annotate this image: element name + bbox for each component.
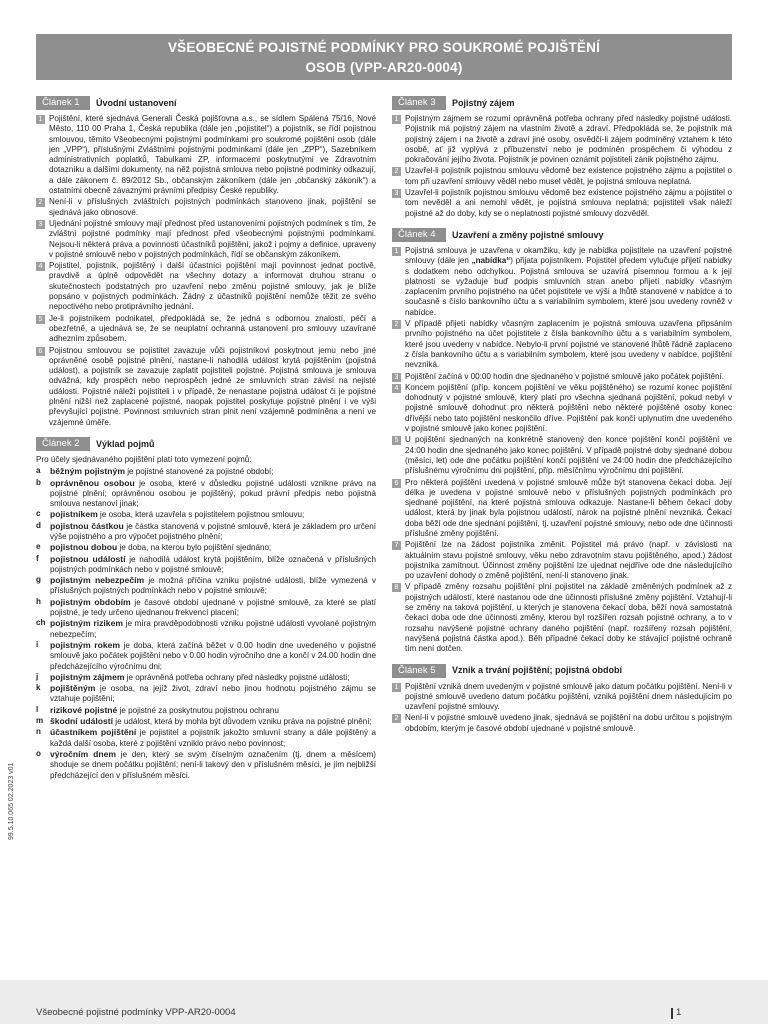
paragraph: 5 Je-li pojistníkem podnikatel, předpokládá se, že jedná s odbornou znalostí, péčí a obezřetně, a ujednává se, že se neuplatní ochranná ustanovení pro smlouvy uzavírané adhezním způsobem. — [36, 314, 376, 345]
article-3 — [392, 96, 732, 219]
definition-text: je nahodilá událost krytá pojištěním, blíže označená v příslušných pojistných podmínkách nebo v pojistné smlouvě; — [50, 554, 376, 574]
article-title: Pojistný zájem — [452, 97, 515, 108]
paragraph-number: 5 — [392, 436, 401, 445]
definition-term: pojistným obdobím — [50, 596, 131, 607]
article-1 — [36, 96, 376, 428]
definitions-list — [36, 466, 376, 781]
definition-text: je doba, na kterou bylo pojištění sjednáno; — [117, 543, 272, 553]
paragraph-number: 3 — [392, 189, 401, 198]
definition-letter: f — [36, 553, 39, 563]
paragraph: 7 Pojištění lze na žádost pojistníka změnit. Pojistitel má právo (např. v závislosti na aktuálním stavu pojistné smlouvy, věku nebo zdravotním stavu pojištěného, apod.) žádost pojistníka zamítnout. Účinnost změny pojištění lze ujednat nejdříve ode dne následujícího po uzavření dohody o změně pojištění, není-li stanoveno jinak. — [392, 540, 732, 581]
left-column — [36, 96, 376, 790]
paragraph: 6 Pojistnou smlouvou se pojistitel zavazuje vůči pojistníkovi poskytnout jemu nebo jiné oprávněné osobě pojistné plnění, nastane-li nahodilá událost krytá pojištěním (pojistná událost), a pojistník se zavazuje zaplatit pojistiteli pojistné. Pojistná smlouva je smlouva odvážná, kdy prospěch nebo neprospěch jedné ze smluvních stran závisí na nejisté události. Pojistné náleží pojistiteli i v případě, že nenastane pojistná událost či je pojistné plnění nižší než zaplacené pojistné, naopak pojistitel poskytuje pojistné plnění i ve výši převyšující pojistné. Povinnost smluvních stran plnit není vzájemně podmíněna a není ve vzájemné úměře. — [36, 346, 376, 428]
definition-term: pojistnou dobou — [50, 542, 118, 553]
definition-term: pojistným rokem — [50, 639, 121, 650]
definition-letter: g — [36, 575, 41, 585]
article-heading — [392, 96, 732, 110]
paragraph-number: 5 — [36, 315, 45, 324]
article-heading — [36, 96, 376, 110]
article-label: Článek 2 — [36, 437, 90, 451]
paragraph: 8 V případě změny rozsahu pojištění plní pojistitel na základě změněných podmínek až z pojistných událostí, které nastanou ode dne účinnosti příslušné změny pojištění. Vztahují-li se změny na taková pojištění, u kterých je stanovena čekací doba, běží nová samostatná čekací doba ode dne účinnosti změny, kterou byl rozšířen rozsah pojistné ochrany, a to v rozsahu navýšené pojistné ochrany daného pojištění (např. rozšířený rozsah pojištění, navýšená pojistná částka apod.). Běh případné čekací doby ke stávající pojistné ochraně tím není dotčen. — [392, 582, 732, 654]
definition-letter: n — [36, 727, 41, 737]
definitions-intro: Pro účely sjednávaného pojištění platí toto vymezení pojmů: — [36, 454, 252, 464]
definition-letter: i — [36, 639, 39, 649]
paragraph-number: 1 — [392, 247, 401, 256]
article-label: Článek 1 — [36, 96, 90, 110]
definition-text: je osoba, na jejíž život, zdraví nebo jinou hodnotu pojistného zájmu se vztahuje pojištění; — [50, 684, 376, 704]
paragraph: 1 Pojištění vzniká dnem uvedeným v pojistné smlouvě jako datum počátku pojištění. Není-li v pojistné smlouvě uvedeno datum počátku pojištění, vzniká pojištění dnem následujícím po uzavření pojistné smlouvy. — [392, 682, 732, 713]
paragraph: 2 V případě přijetí nabídky včasným zaplacením je pojistná smlouva uzavřena připsáním prvního pojistného na účet pojistitele z čísla bankovního účtu a s variabilním symbolem, které jsou uvedeny v nabídce. Nebylo-li první pojistné ve stanovené lhůtě řádně zaplaceno z čísla bankovního účtu a s variabilním symbolem, které jsou uvedeny v nabídce, pojištění nevzniká. — [392, 319, 732, 370]
definition-item — [36, 575, 376, 597]
document-title — [36, 34, 732, 80]
definition-text: je oprávněná potřeba ochrany před následky pojistné události; — [124, 672, 350, 682]
definition-text: je den, který se svým číselným označením (tj. dnem a měsícem) shoduje se dnem počátku pojištění; není-li takový den v příslušném měsíci, je jím nejbližší předcházející den v příslušném měsíci. — [50, 749, 376, 780]
paragraph: 1 Pojištění, které sjednává Generali Česká pojišťovna a.s., se sídlem Spálená 75/16, Nové Město, 110 00 Praha 1, Česká republika (dále jen „pojistitel“) a pojistník, se řídí pojistnou smlouvou, těmito Všeobecnými pojistnými podmínkami pro soukromé pojištění osob (dále jen „VPP“), příslušnými Zvláštními pojistnými podmínkami (dále jen „ZPP“), Sazebníkem administrativních poplatků, Tabulkami ZP, informacemi poskytnutými ve Zdravotním dotazníku a dalšími dokumenty, na něž pojistná smlouva nebo pojistné podmínky odkazují, a dále zákonem č. 89/2012 Sb., občanským zákoníkem (dále jen „občanský zákoník“) a ostatními obecně závaznými právními předpisy České republiky. — [36, 114, 376, 196]
article-title: Úvodní ustanovení — [96, 97, 177, 108]
definition-item — [36, 640, 376, 672]
definition-letter: k — [36, 683, 41, 693]
paragraph: 3 Ujednání pojistné smlouvy mají přednost před ustanoveními pojistných podmínek s tím, že zvláštní pojistné podmínky mají přednost před všeobecnými pojistnými podmínkami. Nejsou-li některá práva a povinnosti účastníků pojištění, jakož i pojmy a definice, upraveny v pojistné smlouvě nebo v pojistných podmínkách, řídí se občanským zákoníkem. — [36, 219, 376, 260]
definition-term: rizikové pojistné — [50, 704, 118, 715]
definition-item — [36, 554, 376, 576]
definition-item — [36, 618, 376, 640]
paragraph-number: 8 — [392, 583, 401, 592]
right-column — [392, 96, 732, 743]
title-line-1: VŠEOBECNÉ POJISTNÉ PODMÍNKY PRO SOUKROMÉ POJIŠTĚNÍ — [167, 40, 601, 55]
paragraph-number: 2 — [392, 714, 401, 723]
definition-term: oprávněnou osobou — [50, 477, 135, 488]
document-code: 99.5.10.065 02.2023 v01 — [8, 762, 15, 840]
paragraph: 4 Pojistitel, pojistník, pojištěný i další účastníci pojištění mají povinnost jednat poctivě, pravdivě a úplně odpovědět na všechny dotazy a informovat druhou stranu o skutečnostech podstatných pro uzavření nebo změnu pojistné smlouvy, jak je blíže popsáno v pojistných podmínkách. Žádný z účastníků pojištění nemůže těžit ze svého nepoctivého nebo protiprávního jednání. — [36, 261, 376, 312]
paragraph: 4 Koncem pojištění (příp. koncem pojištění ve věku pojištěného) se rozumí konec pojištění dohodnutý v pojistné smlouvě, který platí pro všechna sjednaná pojištění, pokud nebyl v pojistné smlouvě dohodnut pro některá pojištění nebo některé pojištěné osoby konec dřívější nebo tato pojištění neskončilo dříve. Pojištění pak končí uplynutím dne uvedeného v pojistné smlouvě jako konec pojištění. — [392, 383, 732, 434]
definition-letter: e — [36, 542, 41, 552]
article-heading — [392, 228, 732, 242]
paragraph: 1 Pojistná smlouva je uzavřena v okamžiku, kdy je nabídka pojistitele na uzavření pojistné smlouvy (dále jen „nabídka“) přijata pojistníkem. Pojistitel předem vylučuje přijetí nabídky s dodatkem nebo odchylkou. Pojistná smlouva se uzavírá písemnou formou a k její platnosti se vyžaduje buď podpis smluvních stran anebo přijetí nabídky včasným zaplacením prvního pojistného na účet pojistitele ve výši a lhůtě stanovené v nabídce a to současně s číslo bankovního účtu a s variabilním symbolem, které jsou uvedeny rovněž v nabídce. — [392, 246, 732, 318]
definition-letter: j — [36, 671, 39, 681]
article-title: Uzavření a změny pojistné smlouvy — [452, 229, 604, 240]
definition-term: účastníkem pojištění — [50, 727, 137, 738]
definition-item — [36, 509, 376, 520]
definition-text: je možná příčina vzniku pojistné události, blíže vymezená v příslušných pojistných podmínkách nebo v pojistné smlouvě; — [50, 576, 376, 596]
definition-text: je míra pravděpodobnosti vzniku pojistné události vyvolané pojistným nebezpečím; — [50, 619, 377, 639]
definition-text: je událost, která by mohla být důvodem vzniku práva na pojistné plnění; — [113, 717, 372, 727]
definition-item — [36, 542, 376, 553]
definition-item — [36, 683, 376, 705]
definition-letter: d — [36, 520, 41, 530]
paragraph: 2 Není-li v pojistné smlouvě uvedeno jinak, sjednává se pojištění na dobu určitou s pojistným obdobím, kterým je časové období ujednané v pojistné smlouvě. — [392, 713, 732, 734]
definition-letter: b — [36, 477, 41, 487]
paragraph: 2 Není-li v příslušných zvláštních pojistných podmínkách stanoveno jinak, pojištění se sjednává jako obnosové. — [36, 197, 376, 218]
definition-term: pojistnou událostí — [50, 553, 126, 564]
definition-text: je pojistné za poskytnutou pojistnou ochranu — [117, 705, 279, 715]
article-label: Článek 5 — [392, 664, 446, 678]
definition-term: pojistným nebezpečím — [50, 575, 145, 586]
paragraph: 2 Uzavřel-li pojistník pojistnou smlouvu vědomě bez existence pojistného zájmu a pojistitel o tom při uzavření smlouvy věděl nebo musel vědět, je pojistná smlouva neplatná. — [392, 166, 732, 187]
definition-item — [36, 597, 376, 619]
paragraph-number: 6 — [36, 347, 45, 356]
paragraph: 5 U pojištění sjednaných na konkrétně stanovený den konce pojištění končí pojištění ve 24:00 hodin dne sjednaného jako konec pojištění. V případě pojistné doby sjednané dobou (měsíci, let) ode dne počátku pojištění končí pojištění ve 24:00 hodin dne předcházejícího příslušnému výročnímu dni pojištění, příp. měsíčnímu výročnímu dni pojištění. — [392, 435, 732, 476]
definition-letter: h — [36, 596, 41, 606]
page-footer — [0, 980, 768, 1024]
definition-item — [36, 466, 376, 477]
paragraph-number: 2 — [36, 198, 45, 207]
definition-term: pojistníkem — [50, 509, 98, 520]
definition-text: je doba, která začíná běžet v 0.00 hodin dne uvedeného v pojistné smlouvě jako počátek pojištění nebo v 0.00 hodin výročního dne a končí v 24.00 hodin dne předcházejícího výročnímu dni; — [50, 640, 376, 671]
definition-item — [36, 749, 376, 781]
footer-title: Všeobecné pojistné podmínky VPP-AR20-0004 — [36, 1007, 236, 1018]
definition-letter: l — [36, 704, 39, 714]
footer-divider — [671, 1008, 673, 1019]
definition-text: je pojistitel a pojistník jakožto smluvní strany a dále pojištěný a každá další osoba, které z pojištění vzniklo právo nebo povinnost; — [50, 728, 376, 748]
article-heading — [36, 437, 376, 451]
definition-text: je částka stanovená v pojistné smlouvě, která je základem pro určení výše pojistného a pro výpočet pojistného plnění; — [50, 521, 376, 541]
paragraph: 6 Pro některá pojištění uvedená v pojistné smlouvě může být stanovena čekací doba. Její délka je uvedena v pojistné smlouvě nebo v příslušných pojistných podmínkách pro sjednané pojištění, na které pojistná smlouva odkazuje. Nastane-li během čekací doby událost, která by jinak byla pojistnou událostí, nárok na pojistné plnění nevzniká. Čekací doba běží ode dne sjednání pojištění, tj. uzavření pojistné smlouvy, nebo ode dne účinnosti příslušné změny pojištění. — [392, 478, 732, 540]
article-title: Vznik a trvání pojištění; pojistná období — [452, 665, 623, 676]
definition-item — [36, 705, 376, 716]
paragraph-number: 4 — [392, 384, 401, 393]
paragraph-number: 7 — [392, 541, 401, 550]
paragraph: 3 Pojištění začíná v 00:00 hodin dne sjednaného v pojistné smlouvě jako počátek pojištění. — [392, 372, 732, 382]
paragraph-number: 1 — [392, 115, 401, 124]
definition-text: je osoba, které v důsledku pojistné události vznikne právo na pojistné plnění; oprávněnou osobou je pojištěný, pokud právní předpis nebo pojistná smlouva nestanoví jinak; — [50, 478, 377, 509]
definition-letter: m — [36, 716, 44, 726]
article-label: Článek 4 — [392, 228, 446, 242]
definition-term: škodní událostí — [50, 716, 114, 727]
page-number: 1 — [676, 1007, 682, 1018]
paragraph-number: 1 — [392, 683, 401, 692]
definition-item — [36, 478, 376, 510]
article-5 — [392, 664, 732, 734]
definition-term: pojistným zájmem — [50, 671, 125, 682]
definition-item — [36, 716, 376, 727]
definition-term: pojistným rizikem — [50, 618, 124, 629]
paragraph-number: 2 — [392, 167, 401, 176]
paragraph-number: 3 — [392, 373, 401, 382]
definition-term: pojistnou částkou — [50, 520, 124, 531]
definition-text: je osoba, která uzavřela s pojistitelem pojistnou smlouvu; — [97, 510, 305, 520]
paragraph: 1 Pojistným zájmem se rozumí oprávněná potřeba ochrany před následky pojistné události. Pojistník má pojistný zájem na vlastním životě a zdraví. Předpokládá se, že pojistník má pojistný zájem i na životě a zdraví jiné osoby, osvědčí-li zájem podmíněný vztahem k této osobě, ať již vyplývá z příbuzenství nebo je podmíněn prospěchem či výhodou z pokračování jejího života. Pojistník je povinen oznámit pojistiteli zánik pojistného zájmu. — [392, 114, 732, 165]
article-2 — [36, 437, 376, 781]
definition-term: výročním dnem — [50, 748, 117, 759]
paragraph: 3 Uzavřel-li pojistník pojistnou smlouvu vědomě bez existence pojistného zájmu a pojistitel o tom nevěděl a ani nemohl vědět, je pojistná smlouva neplatná; pojistiteli však náleží pojistné až do doby, kdy se o neplatnosti pojistné smlouvy dozvěděl. — [392, 188, 732, 219]
paragraph-number: 4 — [36, 262, 45, 271]
article-heading — [392, 664, 732, 678]
definition-letter: a — [36, 466, 41, 476]
article-title: Výklad pojmů — [96, 438, 155, 449]
paragraph-number: 2 — [392, 320, 401, 329]
definition-term: pojištěným — [50, 683, 96, 694]
definition-term: běžným pojistným — [50, 466, 125, 477]
article-label: Článek 3 — [392, 96, 446, 110]
paragraph-number: 6 — [392, 479, 401, 488]
paragraph-number: 3 — [36, 220, 45, 229]
definition-letter: ch — [36, 618, 46, 628]
definition-item — [36, 727, 376, 749]
definition-item — [36, 672, 376, 683]
article-4 — [392, 228, 732, 655]
paragraph-number: 1 — [36, 115, 45, 124]
title-line-2: OSOB (VPP-AR20-0004) — [305, 60, 463, 75]
definition-letter: c — [36, 509, 41, 519]
definition-text: je pojistné stanovené za pojistné období; — [124, 467, 274, 477]
definition-text: je časové období ujednané v pojistné smlouvě, za které se platí pojistné, je tedy určeno ujednanou frekvencí placení; — [50, 597, 377, 618]
definition-letter: o — [36, 748, 41, 758]
definition-item — [36, 521, 376, 543]
